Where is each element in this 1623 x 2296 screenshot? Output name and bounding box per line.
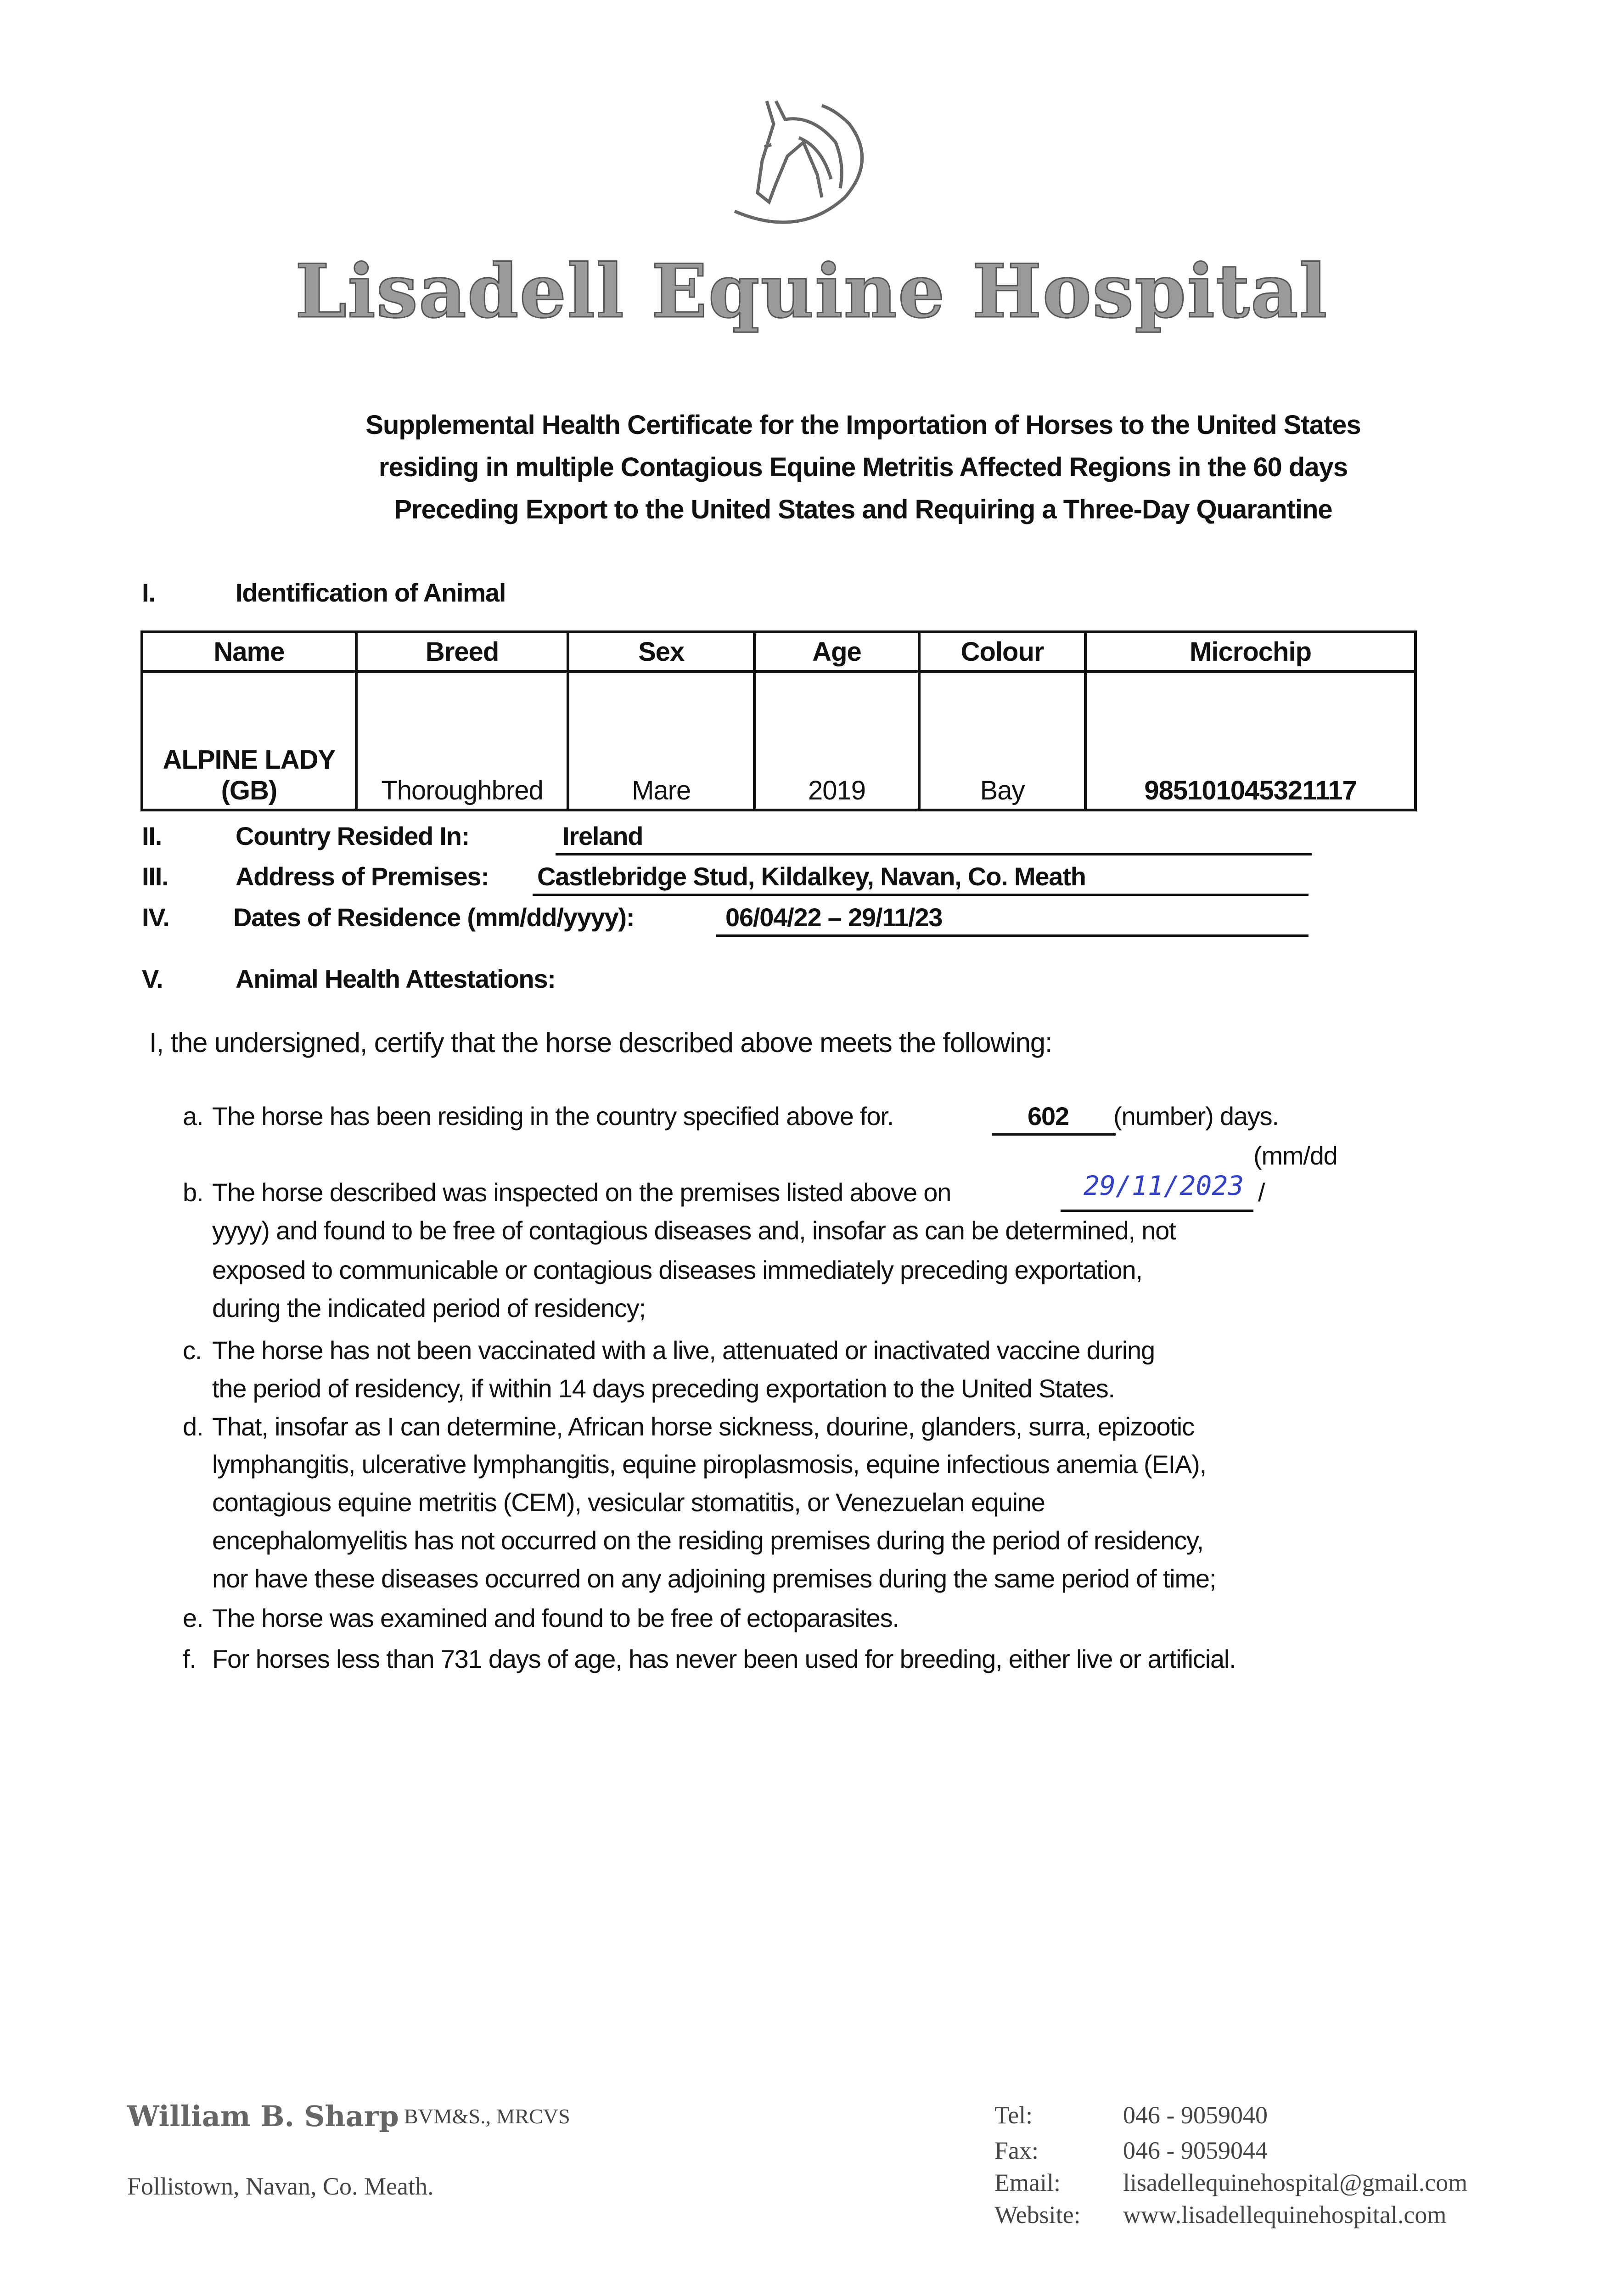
attestation-intro: I, the undersigned, certify that the horse described above meets the following: [149,1027,1052,1058]
heading-line-2: residing in multiple Contagious Equine Metritis Affected Regions in the 60 days [378,452,1348,482]
item-b-marker: b. [183,1178,203,1207]
website-label: Website: [994,2201,1081,2228]
table-header-row [142,632,1415,671]
name-line-1: ALPINE LADY [163,745,336,775]
item-b-line-2: exposed to communicable or contagious diseases immediately preceding exportation, [212,1255,1142,1284]
vet-name: William B. Sharp [127,2099,399,2133]
table-row [142,671,1415,810]
cell-sex: Mare [568,671,754,810]
col-header-age: Age [754,632,919,671]
item-b-mmdd: (mm/dd [1253,1141,1337,1170]
section-4-label: Dates of Residence (mm/dd/yyyy): [233,903,635,932]
item-b-slash: / [1258,1178,1265,1207]
tel-value: 046 - 9059040 [1123,2101,1268,2129]
heading-line-1: Supplemental Health Certificate for the Importation of Horses to the United States [365,410,1361,440]
item-d-line-5: nor have these diseases occurred on any adjoining premises during the same period of time; [212,1564,1216,1593]
website-link[interactable]: www.lisadellequinehospital.com [1123,2201,1447,2228]
section-2-label: Country Resided In: [236,822,470,850]
fax-value: 046 - 9059044 [1123,2137,1268,2164]
section-1-number: I. [142,578,155,607]
col-header-breed: Breed [356,632,568,671]
inspection-date-handwritten: 29/11/2023 [1084,1170,1244,1201]
section-5-number: V. [142,964,163,993]
premises-underline [533,894,1309,896]
email-label: Email: [994,2169,1061,2196]
item-f-text: For horses less than 731 days of age, has never been used for breeding, either live or artificial. [212,1644,1236,1673]
item-c-line-2: the period of residency, if within 14 days preceding exportation to the United States. [212,1374,1115,1403]
item-c-marker: c. [183,1336,202,1365]
name-line-2: (GB) [221,776,277,805]
cell-age: 2019 [754,671,919,810]
item-f-marker: f. [183,1644,196,1673]
premises-value: Castlebridge Stud, Kildalkey, Navan, Co. Meath [537,862,1086,891]
country-value: Ireland [562,822,643,850]
residence-dates-value: 06/04/22 – 29/11/23 [725,903,943,932]
tel-label: Tel: [994,2101,1033,2129]
residing-days-value: 602 [1028,1102,1069,1131]
country-underline [556,853,1312,855]
hospital-name: Lisadell Equine Hospital [295,248,1328,334]
item-d-line-4: encephalomyelitis has not occurred on the residing premises during the period of residency, [212,1526,1204,1555]
item-b-text: The horse described was inspected on the premises listed above on [212,1178,951,1207]
date-underline [1061,1210,1253,1212]
vet-address: Follistown, Navan, Co. Meath. [127,2172,434,2200]
item-d-line-2: lymphangitis, ulcerative lymphangitis, equine piroplasmosis, equine infectious anemia (EIA), [212,1450,1206,1479]
item-a-suffix: (number) days. [1113,1102,1279,1131]
section-1-label: Identification of Animal [236,578,506,607]
item-b-line-3: during the indicated period of residency; [212,1294,646,1322]
section-3-number: III. [142,862,168,891]
col-header-colour: Colour [919,632,1085,671]
item-e-marker: e. [183,1604,203,1632]
section-2-number: II. [142,822,162,850]
col-header-sex: Sex [568,632,754,671]
fax-label: Fax: [994,2137,1039,2164]
col-header-microchip: Microchip [1085,632,1415,671]
item-a-text: The horse has been residing in the country specified above for. [212,1102,894,1131]
section-3-label: Address of Premises: [236,862,489,891]
cell-microchip: 985101045321117 [1085,671,1415,810]
item-e-text: The horse was examined and found to be free of ectoparasites. [212,1604,899,1632]
section-4-number: IV. [142,903,169,932]
item-d-line-1: That, insofar as I can determine, African horse sickness, dourine, glanders, surra, epizootic [212,1412,1194,1441]
item-d-line-3: contagious equine metritis (CEM), vesicular stomatitis, or Venezuelan equine [212,1488,1045,1517]
cell-colour: Bay [919,671,1085,810]
col-header-name: Name [142,632,356,671]
dates-underline [716,934,1309,937]
email-link[interactable]: lisadellequinehospital@gmail.com [1123,2169,1468,2196]
item-d-marker: d. [183,1412,203,1441]
heading-line-3: Preceding Export to the United States and Requiring a Three-Day Quarantine [394,495,1332,524]
item-b-line-1: yyyy) and found to be free of contagious diseases and, insofar as can be determined, not [212,1216,1176,1245]
vet-qualifications: BVM&S., MRCVS [404,2105,570,2128]
item-c-line-1: The horse has not been vaccinated with a live, attenuated or inactivated vaccine during [212,1336,1155,1365]
days-underline [992,1133,1116,1136]
section-5-label: Animal Health Attestations: [236,964,556,993]
item-a-marker: a. [183,1102,203,1131]
cell-name [142,671,356,810]
animal-identification-table [140,630,1417,811]
cell-breed: Thoroughbred [356,671,568,810]
horse-head-icon [707,92,900,239]
